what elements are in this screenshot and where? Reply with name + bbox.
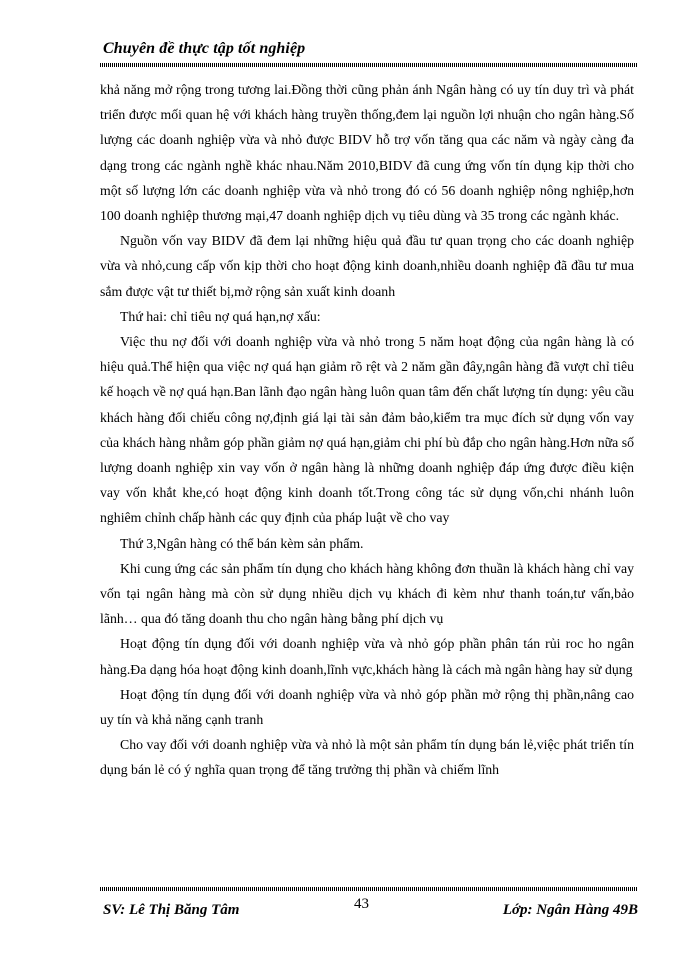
footer-class-name: Lớp: Ngân Hàng 49B [502, 902, 638, 918]
paragraph-6: Khi cung ứng các sản phẩm tín dụng cho khách hàng không đơn thuần là khách hàng chỉ vay vốn tại ngân hàng mà còn sử dụng nhiều dịch vụ khách đi kèm như thanh toán,tư vấn,bảo lãnh… qua đó tăng doanh thu cho ngân hàng bằng phí dịch vụ [100, 560, 634, 627]
paragraph-2: Nguồn vốn vay BIDV đã đem lại những hiệu quả đầu tư quan trọng cho các doanh nghiệp vừa và nhỏ,cung cấp vốn kịp thời cho hoạt động kinh doanh,nhiều doanh nghiệp đã đầu tư mua sắm được vật tư thiết bị,mở rộng sản xuất kinh doanh [100, 233, 634, 299]
paragraph-1: khả năng mở rộng trong tương lai.Đồng thời cũng phản ánh Ngân hàng có uy tín duy trì và phát triển được mối quan hệ với khách hàng truyền thống,đem lại nguồn lợi nhuận cho ngân hàng.Số lượng các doanh nghiệp vừa và nhỏ được BIDV hỗ trợ vốn tăng qua các năm và ngày càng đa dạng trong các ngành nghề khác nhau.Năm 2010,BIDV đã cung ứng vốn tín dụng kịp thời cho một số lượng lớn các doanh nghiệp vừa và nhỏ trong đó có 56 doanh nghiệp nông nghiệp,hơn 100 doanh nghiệp thương mại,47 doanh nghiệp dịch vụ tiêu dùng và 35 trong các ngành khác. [100, 82, 634, 224]
page-number: 43 [354, 896, 369, 912]
document-header-title: Chuyên đề thực tập tốt nghiệp [103, 40, 306, 57]
paragraph-3: Thứ hai: chỉ tiêu nợ quá hạn,nợ xấu: [120, 308, 321, 324]
paragraph-9: Cho vay đối với doanh nghiệp vừa và nhỏ là một sản phẩm tín dụng bán lẻ,việc phát triển tín dụng bán lẻ có ý nghĩa quan trọng để tăng trưởng thị phần và chiếm lĩnh [100, 737, 634, 778]
header-divider [100, 63, 638, 67]
paragraph-4: Việc thu nợ đối với doanh nghiệp vừa và nhỏ trong 5 năm hoạt động của ngân hàng là có hiệu quả.Thể hiện qua việc nợ quá hạn giảm rõ rệt và 2 năm gần đây,ngân hàng đã vượt chỉ tiêu kế hoạch về nợ quá hạn.Ban lãnh đạo ngân hàng luôn quan tâm đến chất lượng tín dụng: yêu cầu khách hàng đối chiếu công nợ,định giá lại tài sản đảm bảo,kiểm tra mục đích sử dụng vốn vay của khách hàng nhằm góp phần giảm nợ quá hạn,giảm chi phí bù đắp cho ngân hàng.Hơn nữa số lượng doanh nghiệp xin vay vốn ở ngân hàng là những doanh nghiệp đáp ứng được điều kiện vay vốn khắt khe,có hoạt động kinh doanh tốt.Trong công tác sử dụng vốn,chi nhánh luôn nghiêm chỉnh chấp hành các quy định của pháp luật về cho vay [100, 334, 634, 526]
paragraph-8: Hoạt động tín dụng đối với doanh nghiệp vừa và nhỏ góp phần mở rộng thị phần,nâng cao uy tín và khả năng cạnh tranh [100, 686, 634, 728]
document-body [100, 77, 634, 783]
footer-student-name: SV: Lê Thị Băng Tâm [103, 902, 240, 918]
paragraph-5: Thứ 3,Ngân hàng có thể bán kèm sản phẩm. [120, 535, 364, 551]
paragraph-7: Hoạt động tín dụng đối với doanh nghiệp vừa và nhỏ góp phần phân tán rủi roc ho ngân hàng.Đa dạng hóa hoạt động kinh doanh,lĩnh vực,khách hàng là cách mà ngân hàng hay sử dụng [100, 636, 634, 677]
footer-divider [100, 887, 638, 891]
